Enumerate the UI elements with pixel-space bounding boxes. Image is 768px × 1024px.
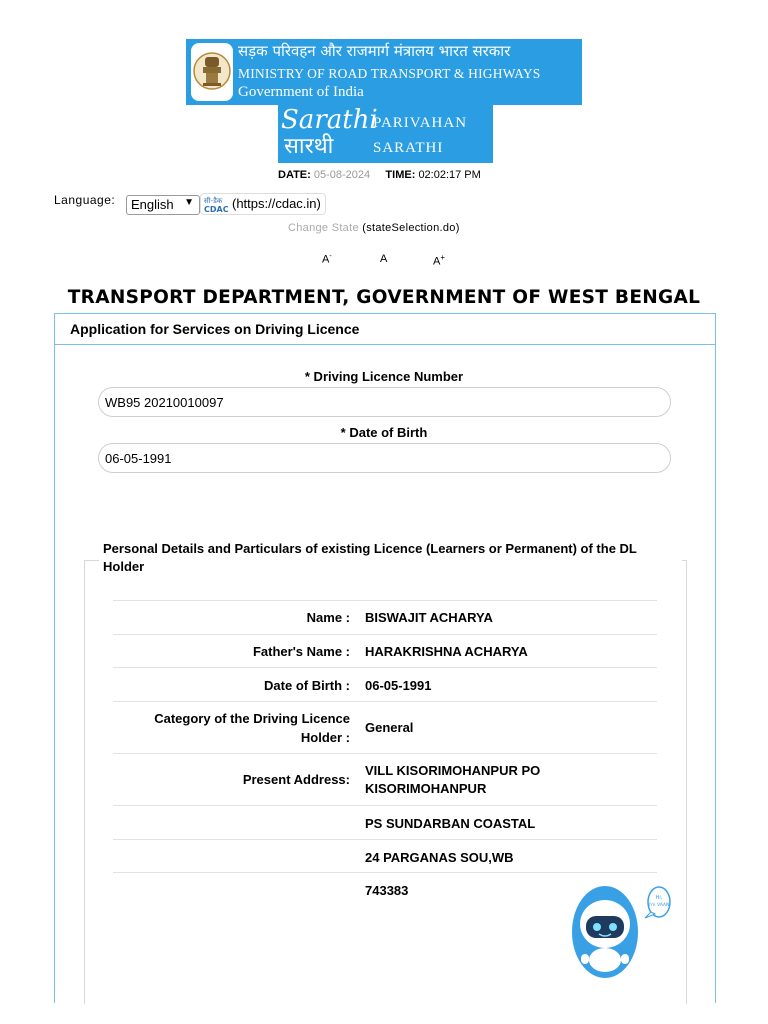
svg-text:Hi,: Hi, — [655, 895, 663, 901]
father-name-value: HARAKRISHNA ACHARYA — [365, 644, 528, 659]
dob-input[interactable]: 06-05-1991 — [98, 443, 671, 473]
address-line-2: PS SUNDARBAN COASTAL — [365, 816, 536, 831]
personal-details-legend: Personal Details and Particulars of existing Licence (Learners or Permanent) of the DL Holder — [99, 540, 682, 576]
ministry-banner — [186, 39, 582, 105]
detail-row-address-3 — [113, 839, 657, 873]
time-value: 02:02:17 PM — [418, 169, 481, 181]
font-decrease-button[interactable]: A- — [322, 253, 332, 266]
chatbot-robot-icon[interactable] — [571, 884, 671, 984]
detail-row-address-2 — [113, 805, 657, 840]
detail-row-category — [113, 701, 657, 754]
detail-dob-value: 06-05-1991 — [365, 678, 432, 693]
dl-number-input[interactable]: WB95 20210010097 — [98, 387, 671, 417]
svg-text:CDAC: CDAC — [204, 205, 229, 213]
name-value: BISWAJIT ACHARYA — [365, 610, 493, 625]
cdac-link[interactable]: (https://cdac.in) — [232, 196, 321, 211]
language-selected-value: English — [131, 197, 174, 212]
date-label: DATE: — [278, 169, 311, 181]
panel-header — [55, 314, 715, 345]
detail-row-name — [113, 600, 657, 635]
panel-title: Application for Services on Driving Licence — [70, 321, 360, 337]
father-name-label: Father's Name : — [252, 644, 350, 659]
address-line-1: VILL KISORIMOHANPUR PO KISORIMOHANPUR — [365, 763, 541, 796]
language-select[interactable] — [126, 195, 200, 215]
national-emblem-icon — [191, 43, 233, 101]
brand-line-sarathi: SARATHI — [373, 140, 444, 156]
cdac-logo-icon — [203, 195, 231, 213]
date-time-bar — [278, 169, 481, 181]
detail-row-dob — [113, 667, 657, 702]
government-text: Government of India — [238, 84, 364, 100]
change-state-link[interactable]: (stateSelection.do) — [362, 222, 460, 234]
svg-text:I'm VAAN: I'm VAAN — [648, 903, 670, 908]
dl-number-label: * Driving Licence Number — [304, 369, 464, 384]
dob-label: * Date of Birth — [340, 425, 428, 440]
address-line-3: 24 PARGANAS SOU,WB — [365, 850, 514, 865]
change-state[interactable] — [288, 222, 460, 234]
ministry-hindi-text: सड़क परिवहन और राजमार्ग मंत्रालय भारत सरकार — [238, 42, 511, 60]
cdac-link-box[interactable] — [200, 193, 326, 215]
change-state-label[interactable]: Change State — [288, 222, 359, 234]
date-value: 05-08-2024 — [313, 169, 371, 181]
detail-dob-label: Date of Birth : — [264, 678, 350, 693]
language-label: Language: — [54, 193, 116, 207]
chevron-down-icon: ▼ — [184, 197, 194, 208]
detail-row-father — [113, 634, 657, 668]
department-title: TRANSPORT DEPARTMENT, GOVERNMENT OF WEST BENGAL — [67, 287, 701, 308]
time-label: TIME: — [385, 169, 416, 181]
font-normal-button[interactable]: A — [380, 253, 388, 265]
detail-row-address — [113, 753, 657, 806]
font-increase-button[interactable]: A+ — [433, 253, 446, 268]
category-value: General — [365, 720, 414, 735]
brand-line-parivahan: PARIVAHAN — [373, 115, 468, 131]
name-label: Name : — [306, 610, 350, 625]
sarathi-logo-hindi: सारथी — [284, 134, 334, 159]
ministry-english-text: MINISTRY OF ROAD TRANSPORT & HIGHWAYS — [238, 66, 541, 81]
address-label: Present Address: — [242, 772, 350, 787]
category-label: Category of the Driving Licence Holder : — [154, 711, 350, 745]
sarathi-logo[interactable] — [278, 105, 493, 163]
sarathi-logo-english: Sarathi — [281, 105, 378, 135]
svg-text:सी-डैक: सी-डैक — [204, 197, 223, 205]
address-line-4: 743383 — [365, 883, 409, 898]
